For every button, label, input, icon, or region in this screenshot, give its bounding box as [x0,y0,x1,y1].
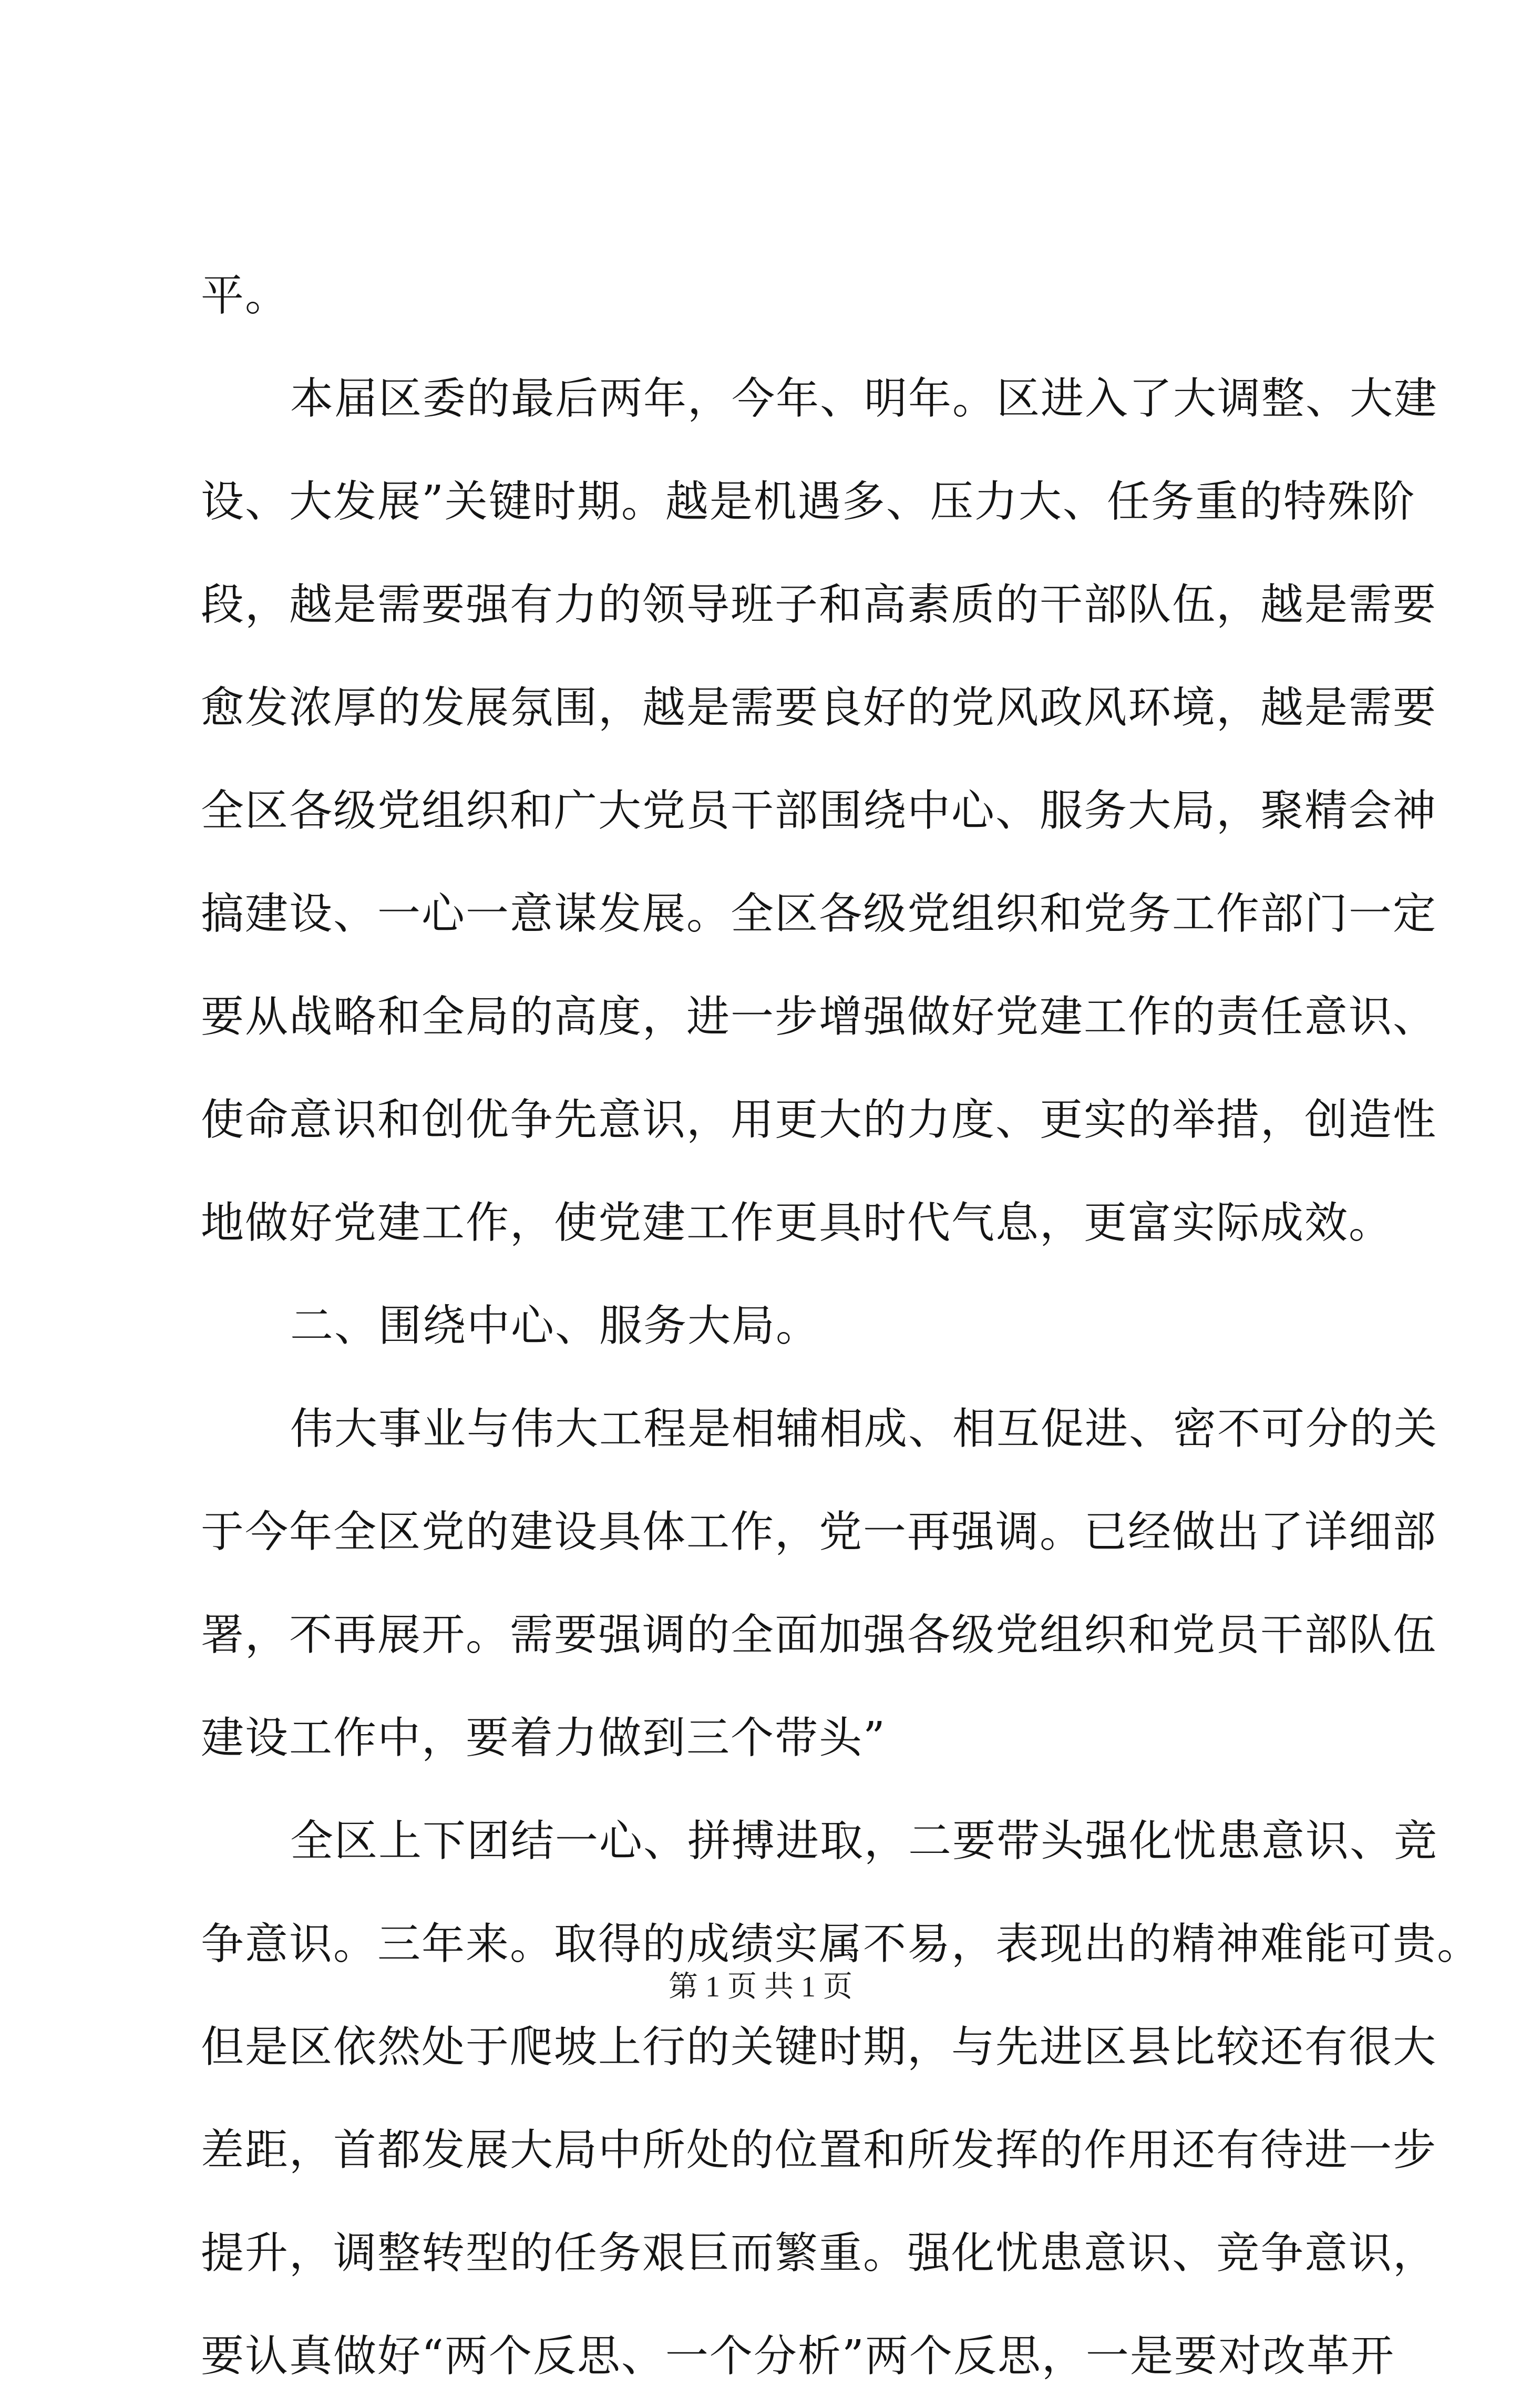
text-line: 提升，调整转型的任务艰巨而繁重。强化忧患意识、竞争意识， [201,2228,1437,2278]
text-line: 要从战略和全局的高度，进一步增强做好党建工作的责任意识、 [201,992,1437,1042]
text-line: 署，不再展开。需要强调的全面加强各级党组织和党员干部队伍 [201,1610,1437,1660]
text-line: 要认真做好“两个反思、一个分析”两个反思，一是要对改革开 [201,2331,1395,2381]
text-line: 争意识。三年来。取得的成绩实属不易，表现出的精神难能可贵。 [201,1919,1482,1969]
text-line: 伟大事业与伟大工程是相辅相成、相互促进、密不可分的关 [290,1404,1438,1454]
text-line: 搞建设、一心一意谋发展。全区各级党组织和党务工作部门一定 [201,889,1437,939]
text-line: 段，越是需要强有力的领导班子和高素质的干部队伍，越是需要 [201,580,1437,630]
document-body [201,244,1482,2408]
text-line: 愈发浓厚的发展氛围，越是需要良好的党风政风环境，越是需要 [201,683,1437,733]
text-line: 于今年全区党的建设具体工作，党一再强调。已经做出了详细部 [201,1507,1437,1557]
page-number-footer: 第 1 页 共 1 页 [669,1971,852,2003]
text-line: 全区上下团结一心、拼搏进取，二要带头强化忧患意识、竞 [290,1816,1438,1866]
text-line: 本届区委的最后两年，今年、明年。区进入了大调整、大建 [290,374,1438,424]
text-line: 全区各级党组织和广大党员干部围绕中心、服务大局，聚精会神 [201,786,1437,836]
text-line: 建设工作中，要着力做到三个带头” [201,1713,886,1763]
text-line: 地做好党建工作，使党建工作更具时代气息，更富实际成效。 [201,1198,1393,1248]
text-line: 使命意识和创优争先意识，用更大的力度、更实的举措，创造性 [201,1095,1437,1145]
section-heading: 二、围绕中心、服务大局。 [290,1301,820,1351]
text-line: 差距，首都发展大局中所处的位置和所发挥的作用还有待进一步 [201,2125,1437,2175]
text-line: 设、大发展”关键时期。越是机遇多、压力大、任务重的特殊阶 [201,477,1416,527]
text-line: 但是区依然处于爬坡上行的关键时期，与先进区县比较还有很大 [201,2022,1437,2072]
text-line: 平。 [201,271,290,321]
